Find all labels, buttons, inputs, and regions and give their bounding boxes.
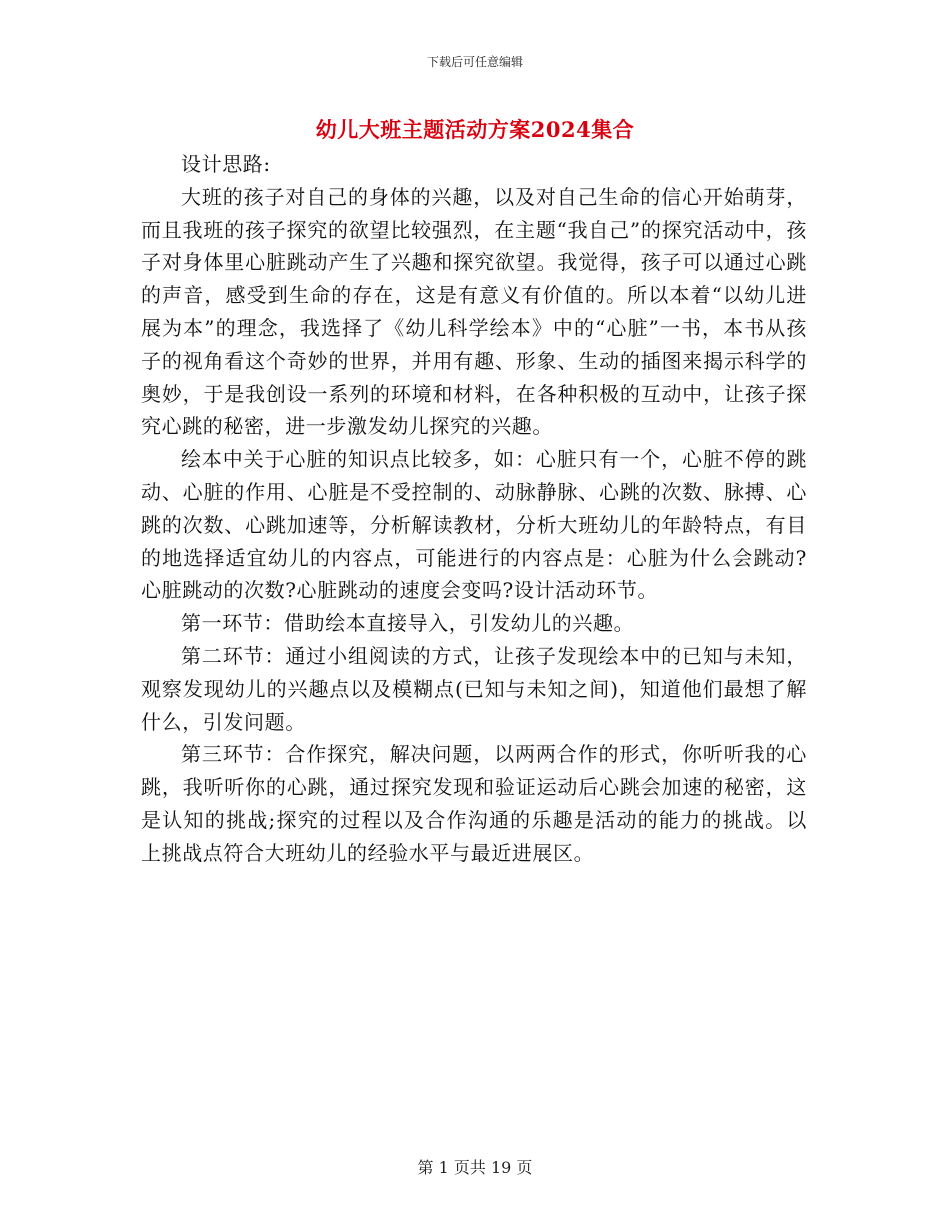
header-note: 下载后可任意编辑 — [426, 55, 523, 69]
document-body — [141, 148, 807, 870]
page-footer: 第 1 页共 19 页 — [417, 1158, 533, 1177]
paragraph-design-rationale: 大班的孩子对自己的身体的兴趣，以及对自己生命的信心开始萌芽，而且我班的孩子探究的欲望比较强烈，在主题“我自己”的探究活动中，孩子对身体里心脏跳动产生了兴趣和探究欲望。我觉得，孩子可以通过心跳的声音，感受到生命的存在，这是有意义有价值的。所以本着“以幼儿进展为本”的理念，我选择了《幼儿科学绘本》中的“心脏”一书，本书从孩子的视角看这个奇妙的世界，并用有趣、形象、生动的插图来揭示科学的奥妙，于是我创设一系列的环境和材料，在各种积极的互动中，让孩子探究心跳的秘密，进一步激发幼儿探究的兴趣。 — [141, 184, 807, 439]
paragraph-stage-one: 第一环节：借助绘本直接导入，引发幼儿的兴趣。 — [181, 611, 635, 636]
document-title: 幼儿大班主题活动方案2024集合 — [315, 117, 635, 142]
paragraph-stage-three: 第三环节：合作探究，解决问题，以两两合作的形式，你听听我的心跳，我听听你的心跳，通过探究发现和验证运动后心跳会加速的秘密，这是认知的挑战;探究的过程以及合作沟通的乐趣是活动的能力的挑战。以上挑战点符合大班幼儿的经验水平与最近进展区。 — [141, 742, 807, 865]
paragraph-design-heading: 设计思路: — [181, 152, 271, 176]
paragraph-stage-two: 第二环节：通过小组阅读的方式，让孩子发现绘本中的已知与未知，观察发现幼儿的兴趣点以及模糊点(已知与未知之间)，知道他们最想了解什么，引发问题。 — [141, 643, 807, 734]
paragraph-knowledge-points: 绘本中关于心脏的知识点比较多，如：心脏只有一个，心脏不停的跳动、心脏的作用、心脏是不受控制的、动脉静脉、心跳的次数、脉搏、心跳的次数、心跳加速等，分析解读教材，分析大班幼儿的年龄特点，有目的地选择适宜幼儿的内容点，可能进行的内容点是：心脏为什么会跳动?心脏跳动的次数?心脏跳动的速度会变吗?设计活动环节。 — [141, 447, 807, 603]
